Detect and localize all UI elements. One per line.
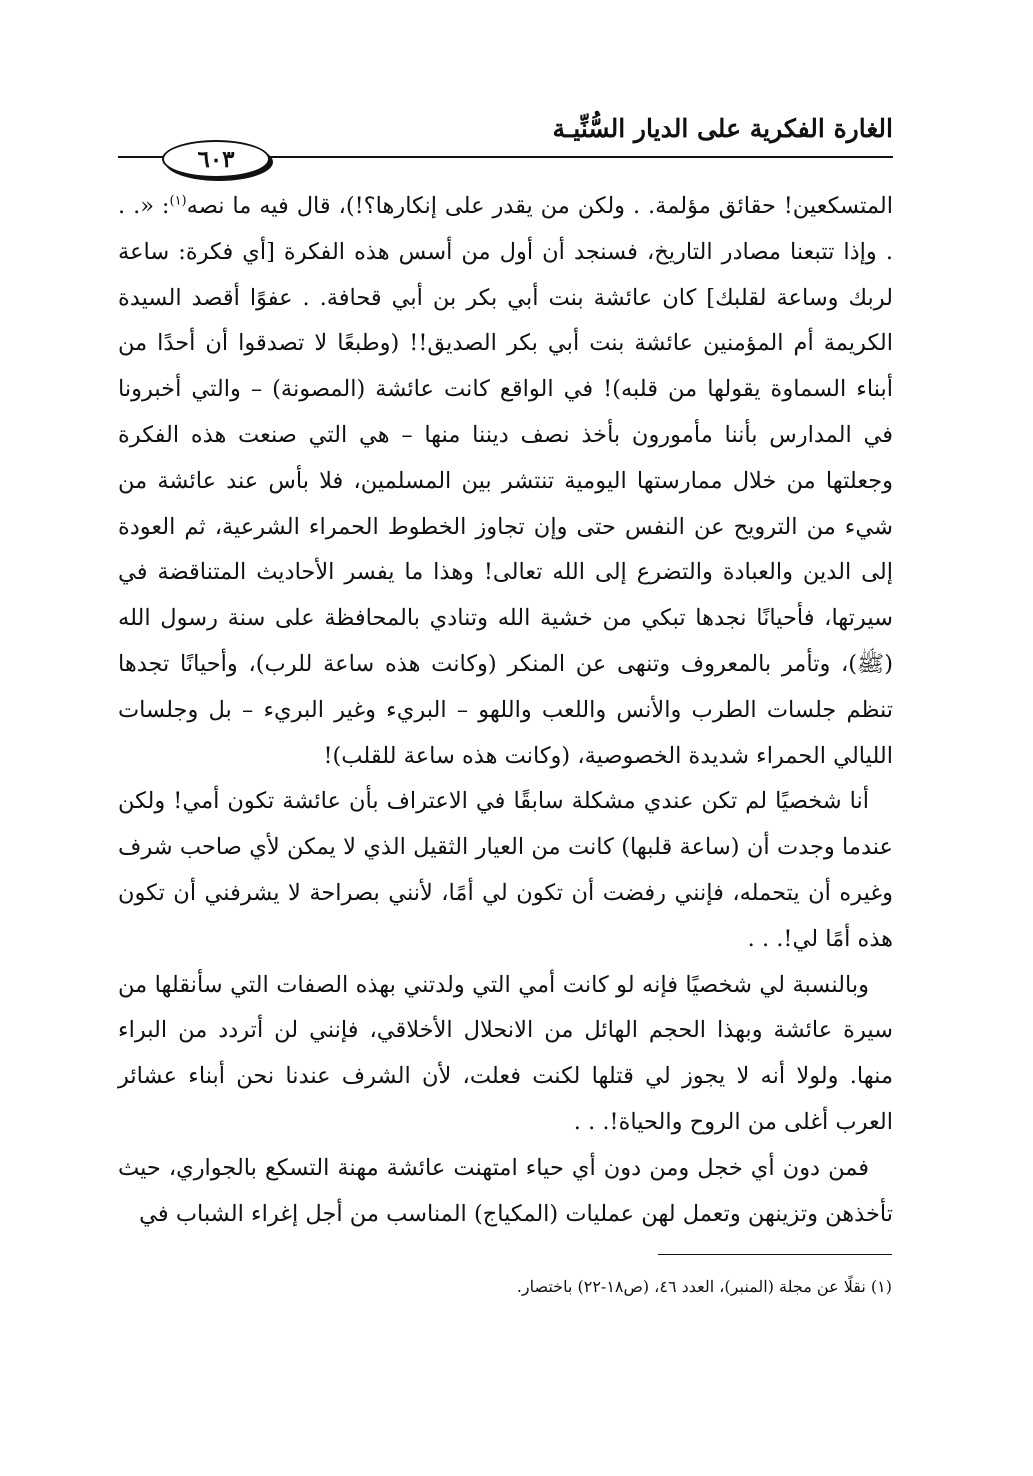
book-title: الغارة الفكرية على الديار السُّنِّيـة: [552, 114, 893, 143]
page-header: [118, 110, 893, 173]
paragraph-1: [118, 184, 893, 779]
paragraph-1-after: : «. . . وإذا تتبعنا مصادر التاريخ، فسنجد أن أول من أسس هذه الفكرة [أي فكرة: ساعة لربك وساعة لقلبك] كان عائشة بنت أبي بكر بن أبي قحافة. . عفوًا أقصد السيدة الكريمة أم المؤمنين عائشة بنت أبي بكر الصديق!! (وطبعًا لا تصدقوا أن أحدًا من أبناء السماوة يقولها من قلبه)! في الواقع كانت عائشة (المصونة) – والتي أخبرونا في المدارس بأننا مأمورون بأخذ نصف ديننا منها – هي التي صنعت هذه الفكرة وجعلتها من خلال ممارستها اليومية تنتشر بين المسلمين، فلا بأس عند عائشة من شيء من الترويح عن النفس حتى وإن تجاوز الخطوط الحمراء الشرعية، ثم العودة إلى الدين والعبادة والتضرع إلى الله تعالى! وهذا ما يفسر الأحاديث المتناقضة في سيرتها، فأحيانًا نجدها تبكي من خشية الله وتنادي بالمحافظة على سنة رسول الله (ﷺ)، وتأمر بالمعروف وتنهى عن المنكر (وكانت هذه ساعة للرب)، وأحيانًا تجدها تنظم جلسات الطرب والأنس واللعب واللهو – البريء وغير البريء – بل وجلسات الليالي الحمراء شديدة الخصوصية، (وكانت هذه ساعة للقلب)!: [118, 193, 893, 769]
body-text: [118, 184, 893, 1237]
paragraph-3: وبالنسبة لي شخصيًا فإنه لو كانت أمي التي ولدتني بهذه الصفات التي سأنقلها من سيرة عائشة وبهذا الحجم الهائل من الانحلال الأخلاقي، فإنني لن أتردد من البراء منها. ولولا أنه لا يجوز لي قتلها لكنت فعلت، لأن الشرف عندنا نحن أبناء عشائر العرب أغلى من الروح والحياة!. . .: [118, 971, 893, 1135]
paragraph-4: فمن دون أي خجل ومن دون أي حياء امتهنت عائشة مهنة التسكع بالجواري، حيث تأخذهن وتزينهن وتعمل لهن عمليات (المكياج) المناسب من أجل إغراء الشباب في: [118, 1154, 893, 1227]
footnote-rule: [658, 1254, 892, 1255]
page-number-badge: [162, 140, 270, 178]
paragraph-2: أنا شخصيًا لم تكن عندي مشكلة سابقًا في الاعتراف بأن عائشة تكون أمي! ولكن عندما وجدت أن (ساعة قلبها) كانت من العيار الثقيل الذي لا يمكن لأي صاحب شرف وغيره أن يتحمله، فإنني رفضت أن تكون لي أمًا، لأنني بصراحة لا يشرفني أن تكون هذه أمًا لي!. . .: [118, 788, 893, 952]
page-number: ٦٠٣: [197, 145, 235, 173]
paragraph-1-before: المتسكعين! حقائق مؤلمة. . ولكن من يقدر على إنكارها؟!)، قال فيه ما نصه: [186, 193, 893, 219]
footnote: (١) نقلًا عن مجلة (المنبر)، العدد ٤٦، (ص١٨-٢٢) باختصار.: [516, 1277, 892, 1296]
footnote-marker[interactable]: (١): [169, 193, 187, 209]
